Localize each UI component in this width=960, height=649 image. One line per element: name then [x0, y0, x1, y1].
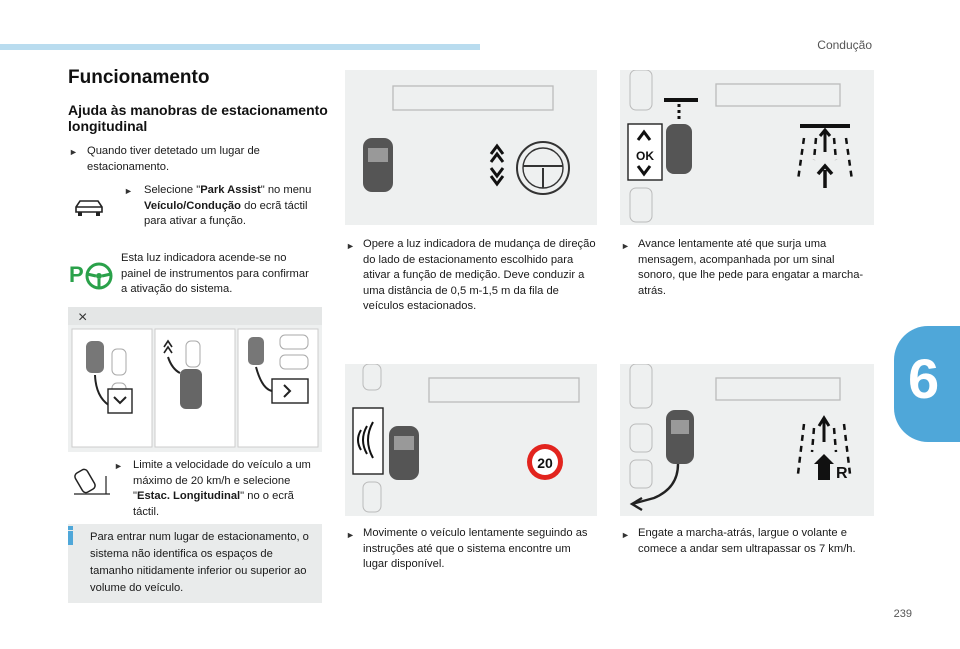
- car-outline-icon: [72, 196, 106, 220]
- page-number: 239: [893, 608, 912, 620]
- figure-reverse: [620, 364, 874, 516]
- page-title: Funcionamento: [68, 67, 210, 88]
- indicator-light-text: Esta luz indicadora acende-se no painel de instrumentos para confirmar a ativação do sistema.: [121, 252, 309, 295]
- header-accent-bar: [0, 44, 480, 50]
- figure-indicator-light: [345, 70, 597, 225]
- section-name: Condução: [817, 38, 872, 52]
- step-indicator-light-text: Opere a luz indicadora de mudança de direção do lado de estacionamento escolhido para ativar a função de medição. Deve conduzir a uma distância de 0,5 m-1,5 m da fila de veículos estacionados.: [363, 238, 596, 312]
- arrow-right-icon: ►: [621, 530, 630, 540]
- figure-advance: [620, 70, 874, 225]
- figure-move-slowly: [345, 364, 597, 516]
- reverse-label: R: [836, 465, 848, 482]
- speed-limit-value: 20: [537, 455, 553, 471]
- park-assist-steering-icon: [69, 258, 113, 292]
- ok-label: OK: [636, 149, 654, 163]
- arrow-right-icon: ►: [124, 186, 133, 196]
- close-icon: ×: [78, 309, 88, 326]
- arrow-right-icon: ►: [69, 147, 78, 157]
- step-detect-text: Quando tiver detetado um lugar de estacionamento.: [87, 145, 260, 173]
- info-icon: [68, 526, 73, 530]
- park-assist-screen-figure: [68, 307, 322, 452]
- car-measure-icon: [72, 466, 114, 496]
- arrow-right-icon: ►: [621, 241, 630, 251]
- arrow-right-icon: ►: [346, 530, 355, 540]
- chapter-number: 6: [908, 347, 940, 410]
- svg-text:P: P: [69, 262, 84, 287]
- step-move-slowly-text: Movimente o veículo lentamente seguindo as instruções até que o sistema encontre um lugar disponível.: [363, 527, 588, 570]
- info-icon-bar: [68, 531, 73, 545]
- step-speed-text: Limite a velocidade do veículo a um máximo de 20 km/h e selecione "Estac. Longitudinal" no o ecrã táctil.: [133, 459, 311, 518]
- arrow-right-icon: ►: [114, 461, 123, 471]
- step-select-text: Selecione "Park Assist" no menu Veículo/Condução do ecrã táctil para ativar a função.: [144, 184, 312, 227]
- info-note-text: Para entrar num lugar de estacionamento, o sistema não identifica os espaços de tamanho nitidamente inferior ou superior ao volume do veículo.: [90, 531, 309, 594]
- step-reverse-text: Engate a marcha-atrás, largue o volante e comece a andar sem ultrapassar os 7 km/h.: [638, 527, 856, 555]
- step-advance-text: Avance lentamente até que surja uma mensagem, acompanhada por um sinal sonoro, que lhe pede para engatar a marcha-atrás.: [638, 238, 864, 297]
- section-subtitle: Ajuda às manobras de estacionamento longitudinal: [68, 102, 328, 134]
- arrow-right-icon: ►: [346, 241, 355, 251]
